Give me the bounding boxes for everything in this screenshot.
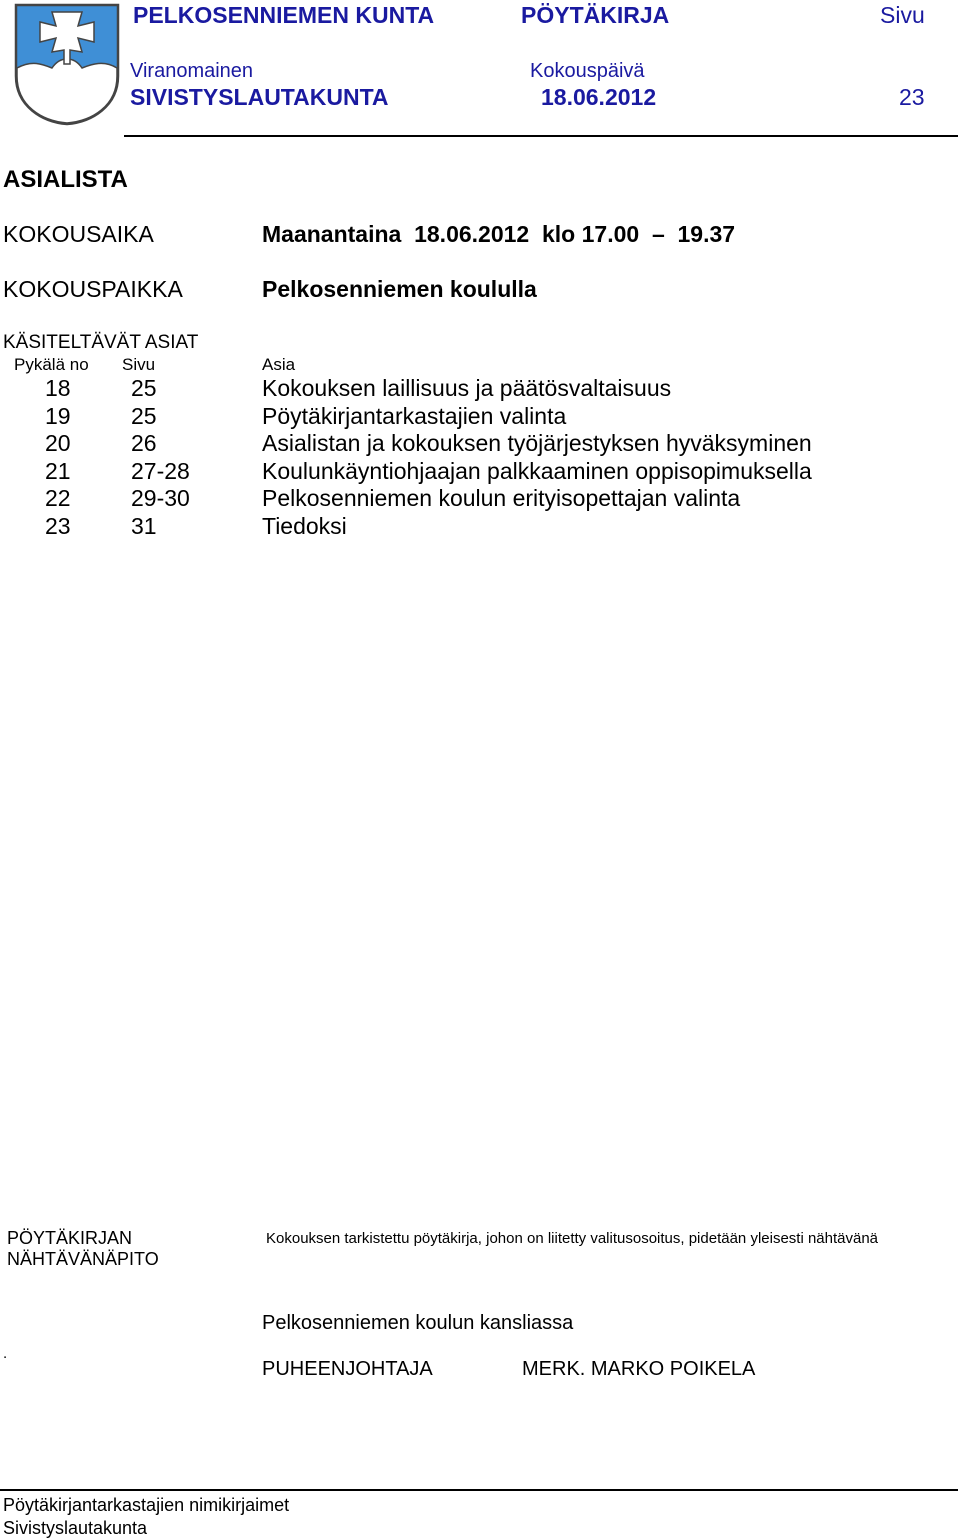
meeting-date-label: Kokouspäivä	[530, 60, 645, 82]
page-number: 23	[899, 84, 925, 110]
item-number: 21	[45, 458, 71, 484]
document-type: PÖYTÄKIRJA	[521, 2, 670, 28]
item-subject: Pelkosenniemen koulun erityisopettajan valinta	[262, 485, 741, 511]
meeting-time-value: Maanantaina 18.06.2012 klo 17.00 – 19.37	[262, 221, 736, 247]
item-number: 18	[45, 375, 71, 401]
item-subject: Asialistan ja kokouksen työjärjestyksen hyväksyminen	[262, 430, 812, 456]
item-number: 20	[45, 430, 71, 456]
item-subject: Kokouksen laillisuus ja päätösvaltaisuus	[262, 375, 672, 401]
meeting-date: 18.06.2012	[541, 84, 657, 110]
chair-signer: MERK. MARKO POIKELA	[522, 1358, 756, 1380]
footer-initials-label: Pöytäkirjantarkastajien nimikirjaimet	[3, 1495, 290, 1515]
item-subject: Pöytäkirjantarkastajien valinta	[262, 403, 567, 429]
display-location: Pelkosenniemen koulun kansliassa	[262, 1312, 574, 1334]
meeting-time-label: KOKOUSAIKA	[3, 221, 154, 247]
agenda-item	[0, 432, 960, 460]
item-number: 19	[45, 403, 71, 429]
display-label-line2: NÄHTÄVÄNÄPITO	[7, 1249, 159, 1269]
items-heading: KÄSITELTÄVÄT ASIAT	[3, 332, 199, 353]
item-number: 23	[45, 513, 71, 539]
agenda-item	[0, 487, 960, 515]
footer-authority: Sivistyslautakunta	[3, 1518, 148, 1538]
item-subject: Koulunkäyntiohjaajan palkkaaminen oppisopimuksella	[262, 458, 812, 484]
item-number: 22	[45, 485, 71, 511]
authority-name: SIVISTYSLAUTAKUNTA	[130, 84, 389, 110]
item-page: 25	[131, 403, 157, 429]
agenda-item	[0, 405, 960, 433]
organization-name: PELKOSENNIEMEN KUNTA	[133, 2, 435, 28]
authority-label: Viranomainen	[130, 60, 254, 82]
meeting-place-value: Pelkosenniemen koululla	[262, 276, 537, 302]
footer-divider	[0, 1489, 958, 1491]
agenda-item	[0, 515, 960, 543]
display-dot: .	[3, 1345, 8, 1362]
meeting-place-label: KOKOUSPAIKKA	[3, 276, 183, 302]
item-page: 25	[131, 375, 157, 401]
display-statement: Kokouksen tarkistettu pöytäkirja, johon on liitetty valitusosoitus, pidetään yleisesti nähtävänä	[266, 1230, 879, 1247]
agenda-item	[0, 377, 960, 405]
item-page: 29-30	[131, 485, 190, 511]
column-header-subject: Asia	[262, 355, 296, 374]
display-label-line1: PÖYTÄKIRJAN	[7, 1228, 133, 1248]
header-divider	[124, 135, 958, 137]
item-page: 31	[131, 513, 157, 539]
agenda-title: ASIALISTA	[3, 166, 128, 193]
column-header-page: Sivu	[122, 355, 156, 374]
item-page: 27-28	[131, 458, 190, 484]
item-subject: Tiedoksi	[262, 513, 347, 539]
municipal-crest-icon	[12, 2, 122, 126]
item-page: 26	[131, 430, 157, 456]
page-label: Sivu	[880, 2, 925, 28]
agenda-item	[0, 460, 960, 488]
column-header-number: Pykälä no	[14, 355, 89, 374]
chair-label: PUHEENJOHTAJA	[262, 1358, 433, 1380]
